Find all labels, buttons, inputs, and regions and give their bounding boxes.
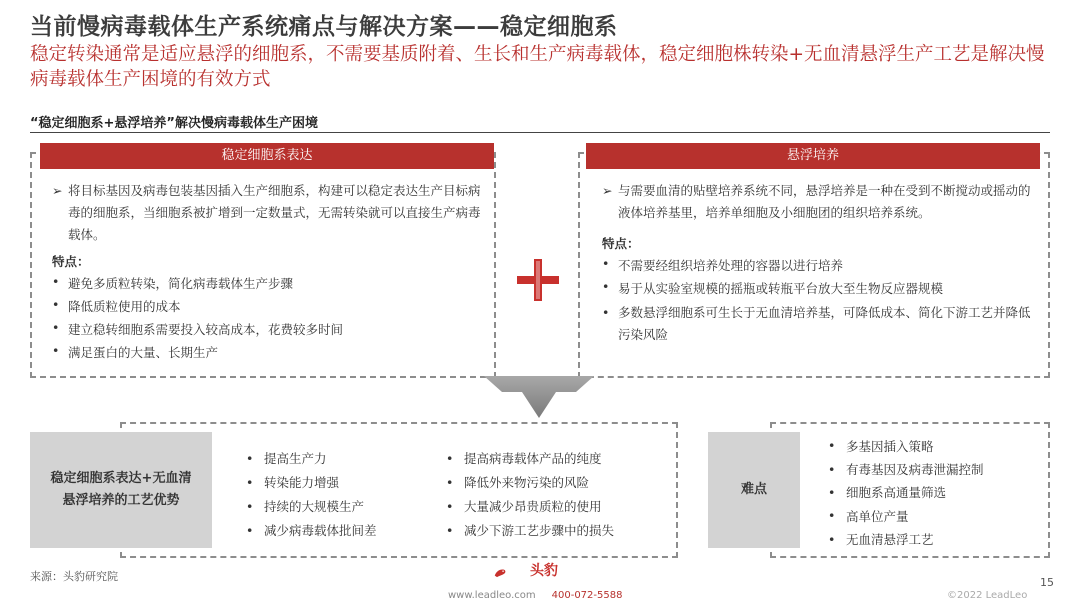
dot-bullet-icon: • [52, 343, 60, 358]
list-item: • 提高病毒载体产品的纯度 [446, 450, 602, 466]
difficulties-list [828, 434, 984, 551]
arrow-bullet-icon: ➢ [602, 183, 613, 198]
advantages-list [246, 446, 666, 542]
page-subtitle: 稳定转染通常是适应悬浮的细胞系，不需要基质附着、生长和生产病毒载体，稳定细胞株转染+无血清悬浮生产工艺是解决慢病毒载体生产困境的有效方式 [30, 44, 1045, 90]
list-item: • 高单位产量 [828, 508, 909, 524]
list-item: • 易于从实验室规模的摇瓶或转瓶平台放大至生物反应器规模 [602, 279, 944, 296]
footer-contact [448, 590, 622, 601]
list-item: • 减少下游工艺步骤中的损失 [446, 522, 615, 538]
dot-bullet-icon: • [602, 256, 610, 271]
dot-bullet-icon: • [52, 274, 60, 289]
list-item: • 转染能力增强 [246, 474, 340, 490]
list-item: • 避免多质粒转染，简化病毒载体生产步骤 [52, 274, 294, 291]
list-item: • 不需要经组织培养处理的容器以进行培养 [602, 256, 844, 273]
section-divider [30, 132, 1050, 133]
dot-bullet-icon: • [52, 297, 60, 312]
copyright: ©2022 LeadLeo [947, 590, 1028, 601]
leopard-logo-icon [494, 558, 528, 588]
difficulties-label: 难点 [708, 432, 800, 548]
advantages-label: 稳定细胞系表达+无血清悬浮培养的工艺优势 [30, 432, 212, 548]
right-panel-intro [602, 180, 1032, 224]
list-item: • 多数悬浮细胞系可生长于无血清培养基，可降低成本、简化下游工艺并降低污染风险 [602, 302, 1032, 346]
list-item: • 建立稳转细胞系需要投入较高成本，花费较多时间 [52, 320, 344, 337]
list-item: • 提高生产力 [246, 450, 327, 466]
logo-text: 头豹 [530, 563, 558, 579]
right-intro-text: 与需要血清的贴壁培养系统不同，悬浮培养是一种在受到不断搅动或摇动的液体培养基里，培养单细胞及小细胞团的组织培养系统。 [618, 183, 1031, 220]
left-intro-text: 将目标基因及病毒包装基因插入生产细胞系，构建可以稳定表达生产目标病毒的细胞系，当细胞系被扩增到一定数量式，无需转染就可以直接生产病毒载体。 [68, 183, 481, 242]
list-item: • 有毒基因及病毒泄漏控制 [828, 461, 984, 478]
list-item: • 满足蛋白的大量、长期生产 [52, 343, 219, 360]
dot-bullet-icon: • [602, 305, 610, 320]
list-item: • 细胞系高通量筛选 [828, 484, 947, 501]
left-features-label: 特点： [52, 254, 90, 269]
phone-number: 400-072-5588 [551, 590, 623, 601]
dot-bullet-icon: • [52, 320, 60, 335]
left-panel-header: 稳定细胞系表达 [40, 143, 494, 169]
source-note: 来源：头豹研究院 [30, 570, 118, 583]
list-item: • 无血清悬浮工艺 [828, 531, 934, 548]
right-features-label: 特点： [602, 236, 640, 251]
list-item: • 持续的大规模生产 [246, 498, 365, 514]
down-arrow-icon [484, 376, 594, 418]
right-panel-header: 悬浮培养 [586, 143, 1040, 169]
plus-icon [514, 256, 562, 304]
list-item: • 降低质粒使用的成本 [52, 297, 181, 314]
section-label: “稳定细胞系+悬浮培养”解决慢病毒载体生产困境 [30, 116, 318, 131]
list-item: • 多基因插入策略 [828, 438, 934, 454]
right-panel-content [602, 180, 1032, 351]
arrow-bullet-icon: ➢ [52, 183, 63, 198]
page-number: 15 [1040, 576, 1054, 589]
page-title: 当前慢病毒载体生产系统痛点与解决方案——稳定细胞系 [30, 14, 618, 40]
list-item: • 减少病毒载体批间差 [246, 522, 377, 538]
left-panel-intro [52, 180, 482, 246]
list-item: • 大量减少昂贵质粒的使用 [446, 498, 602, 514]
list-item: • 降低外来物污染的风险 [446, 474, 590, 490]
dot-bullet-icon: • [602, 279, 610, 294]
website-link[interactable]: www.leadleo.com [448, 590, 536, 601]
left-panel-content [52, 180, 482, 366]
